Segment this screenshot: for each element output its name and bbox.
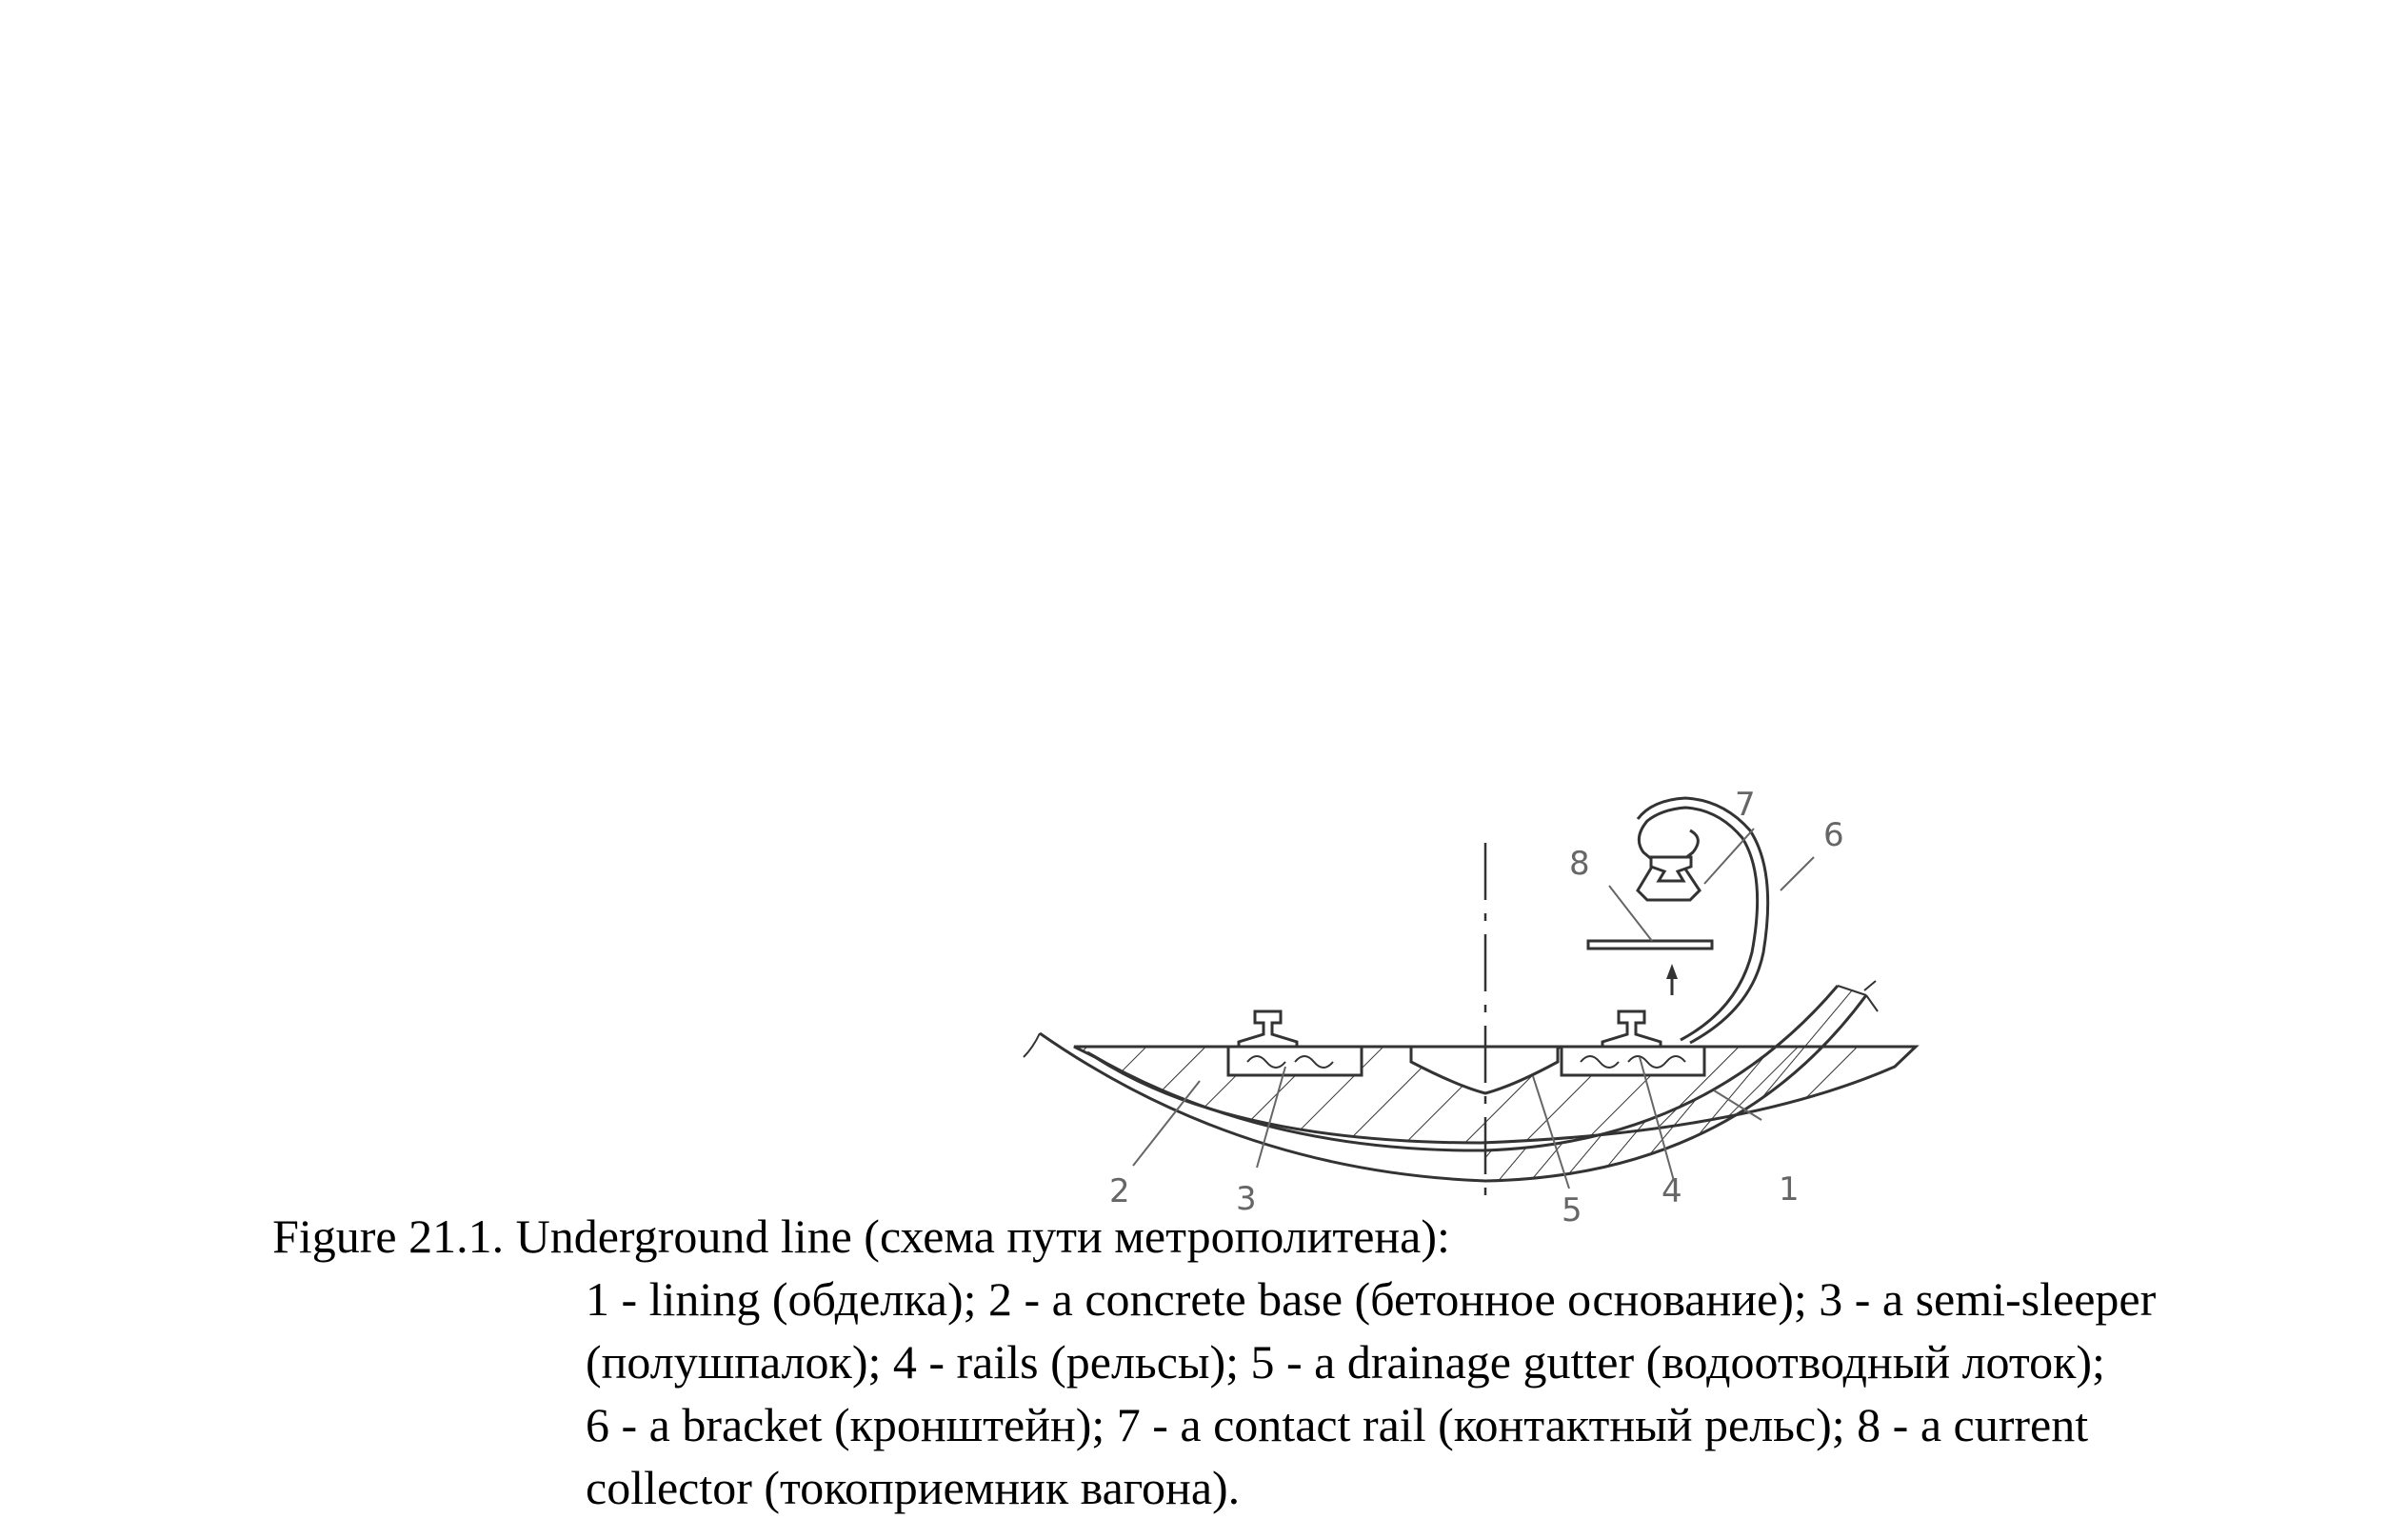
current-collector: [1588, 941, 1712, 995]
label-6: 6: [1823, 816, 1844, 854]
figure-caption-title: [0, 1205, 2408, 1268]
label-8: 8: [1569, 845, 1590, 883]
label-1: 1: [1779, 1170, 1800, 1209]
label-5: 5: [1562, 1191, 1582, 1229]
caption-title-text: Figure 21.1. Underground line (схема пути метрополитена):: [272, 1209, 1450, 1263]
rail-right: [1602, 1011, 1661, 1047]
rail-left: [1239, 1011, 1297, 1047]
contact-rail: [1651, 857, 1691, 881]
concrete-base: [1074, 1047, 1916, 1143]
legend-line-2: (полушпалок); 4 - rails (рельсы); 5 - a drainage gutter (водоотводный лоток);: [586, 1335, 2105, 1389]
legend-line-3: 6 - a bracket (кронштейн); 7 - a contact rail (контактный рельс); 8 - a current: [586, 1398, 2089, 1451]
semi-sleeper-right: [1562, 1047, 1704, 1075]
label-7: 7: [1735, 786, 1756, 824]
semi-sleeper-left: [1228, 1047, 1362, 1075]
legend-line-4: collector (токоприемник вагона).: [586, 1461, 1241, 1514]
label-3: 3: [1236, 1180, 1257, 1218]
legend-line-1: 1 - lining (обделка); 2 - a concrete base (бетонное основание); 3 - a semi-sleeper: [586, 1272, 2157, 1326]
label-2: 2: [1109, 1172, 1130, 1210]
label-4: 4: [1662, 1172, 1682, 1210]
